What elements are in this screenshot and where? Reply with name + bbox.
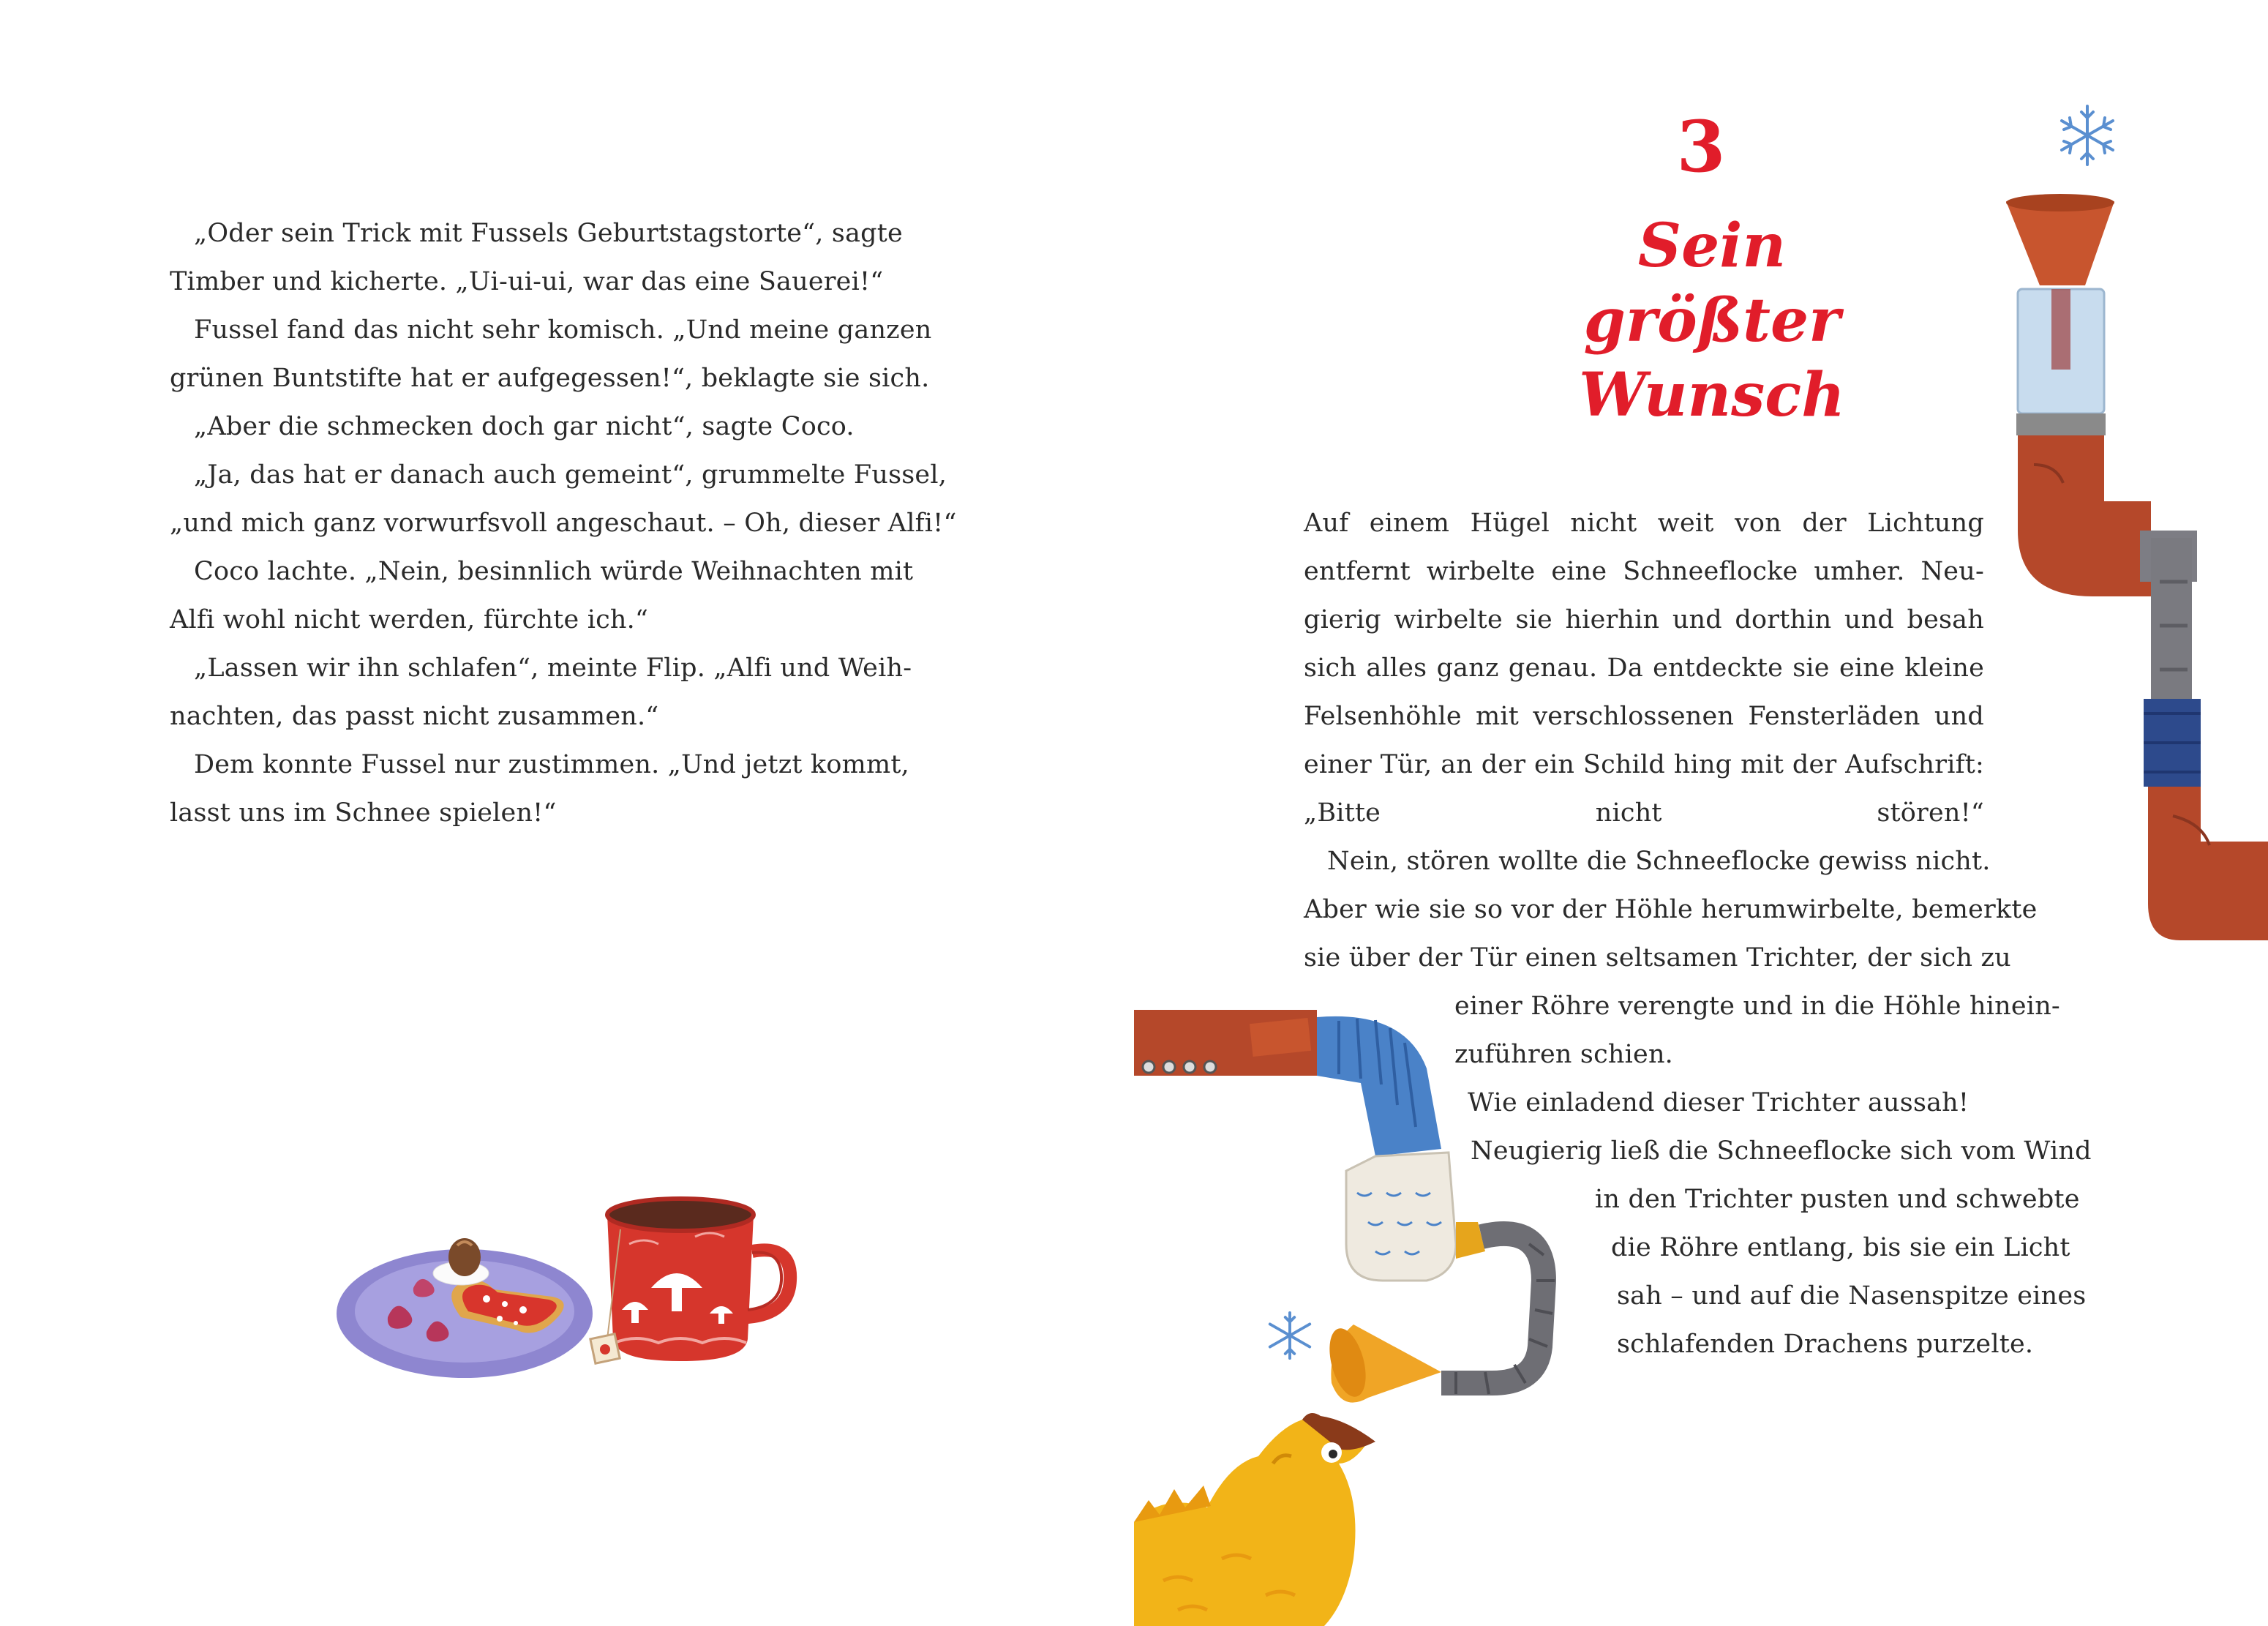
left-paragraph-2: Fussel fand das nicht sehr komisch. „Und meine ganzen grünen Buntstifte hat er aufgegessen!“, beklagte sie sich. <box>170 315 932 393</box>
yellow-dragon-illustration <box>1134 1412 1390 1626</box>
left-paragraph-4: „Ja, das hat er danach auch gemeint“, grummelte Fussel, „und mich ganz vorwurfsvoll angeschaut. – Oh, dieser Alfi!“ <box>170 460 957 538</box>
snowflake-icon <box>2054 102 2120 168</box>
right-paragraph-1: Auf einem Hügel nicht weit von der Lichtung entfernt wirbelte eine Schneeflocke umher. Neu- gierig wirbelte sie hierhin und dorthin und besah sich alles ganz genau. Da entdeckte sie eine kleine Felsenhöhle mit verschlossenen Fensterläden und einer Tür, an der ein Schild hing mit der Aufschrift: „Bitte nicht stören!“ <box>1304 509 1984 828</box>
right-paragraph-4: Wie einladend dieser Trichter aussah! <box>1468 1088 1970 1117</box>
right-paragraph-2: Nein, stören wollte die Schneeflocke gewiss nicht. Aber wie sie so vor der Höhle herumwirbelte, bemerkte sie über der Tür einen seltsamen Trichter, der sich zu <box>1304 847 2038 973</box>
chapter-title: Sein größter Wunsch <box>1579 211 1845 430</box>
chapter-number: 3 <box>1676 105 1726 188</box>
left-paragraph-7: Dem konnte Fussel nur zustimmen. „Und jetzt kommt, lasst uns im Schnee spielen!“ <box>170 750 909 828</box>
right-paragraph-8: sah – und auf die Nasenspitze eines schlafenden Drachens purzelte. <box>1617 1281 2087 1359</box>
red-mushroom-mug-illustration <box>593 1185 797 1383</box>
left-paragraph-5: Coco lachte. „Nein, besinnlich würde Weihnachten mit Alfi wohl nicht werden, fürchte ich.“ <box>170 557 914 634</box>
left-paragraph-3: „Aber die schmecken doch gar nicht“, sagte Coco. <box>194 412 855 441</box>
left-paragraph-1: „Oder sein Trick mit Fussels Geburtstagstorte“, sagte Timber und kicherte. „Ui-ui-ui, war das eine Sauerei!“ <box>170 219 903 296</box>
right-paragraph-7: die Röhre entlang, bis sie ein Licht <box>1611 1233 2070 1262</box>
plate-with-cookies-illustration <box>333 1229 604 1383</box>
right-paragraph-5: Neugierig ließ die Schneeflocke sich vom Wind <box>1471 1136 2092 1166</box>
left-paragraph-6: „Lassen wir ihn schlafen“, meinte Flip. „Alfi und Weih- nachten, das passt nicht zusammen.“ <box>170 653 912 731</box>
snowflake-small-icon <box>1264 1310 1315 1361</box>
right-paragraph-6: in den Trichter pusten und schwebte <box>1595 1185 2080 1214</box>
right-paragraph-3: einer Röhre verengte und in die Höhle hinein- zuführen schien. <box>1454 992 2060 1069</box>
